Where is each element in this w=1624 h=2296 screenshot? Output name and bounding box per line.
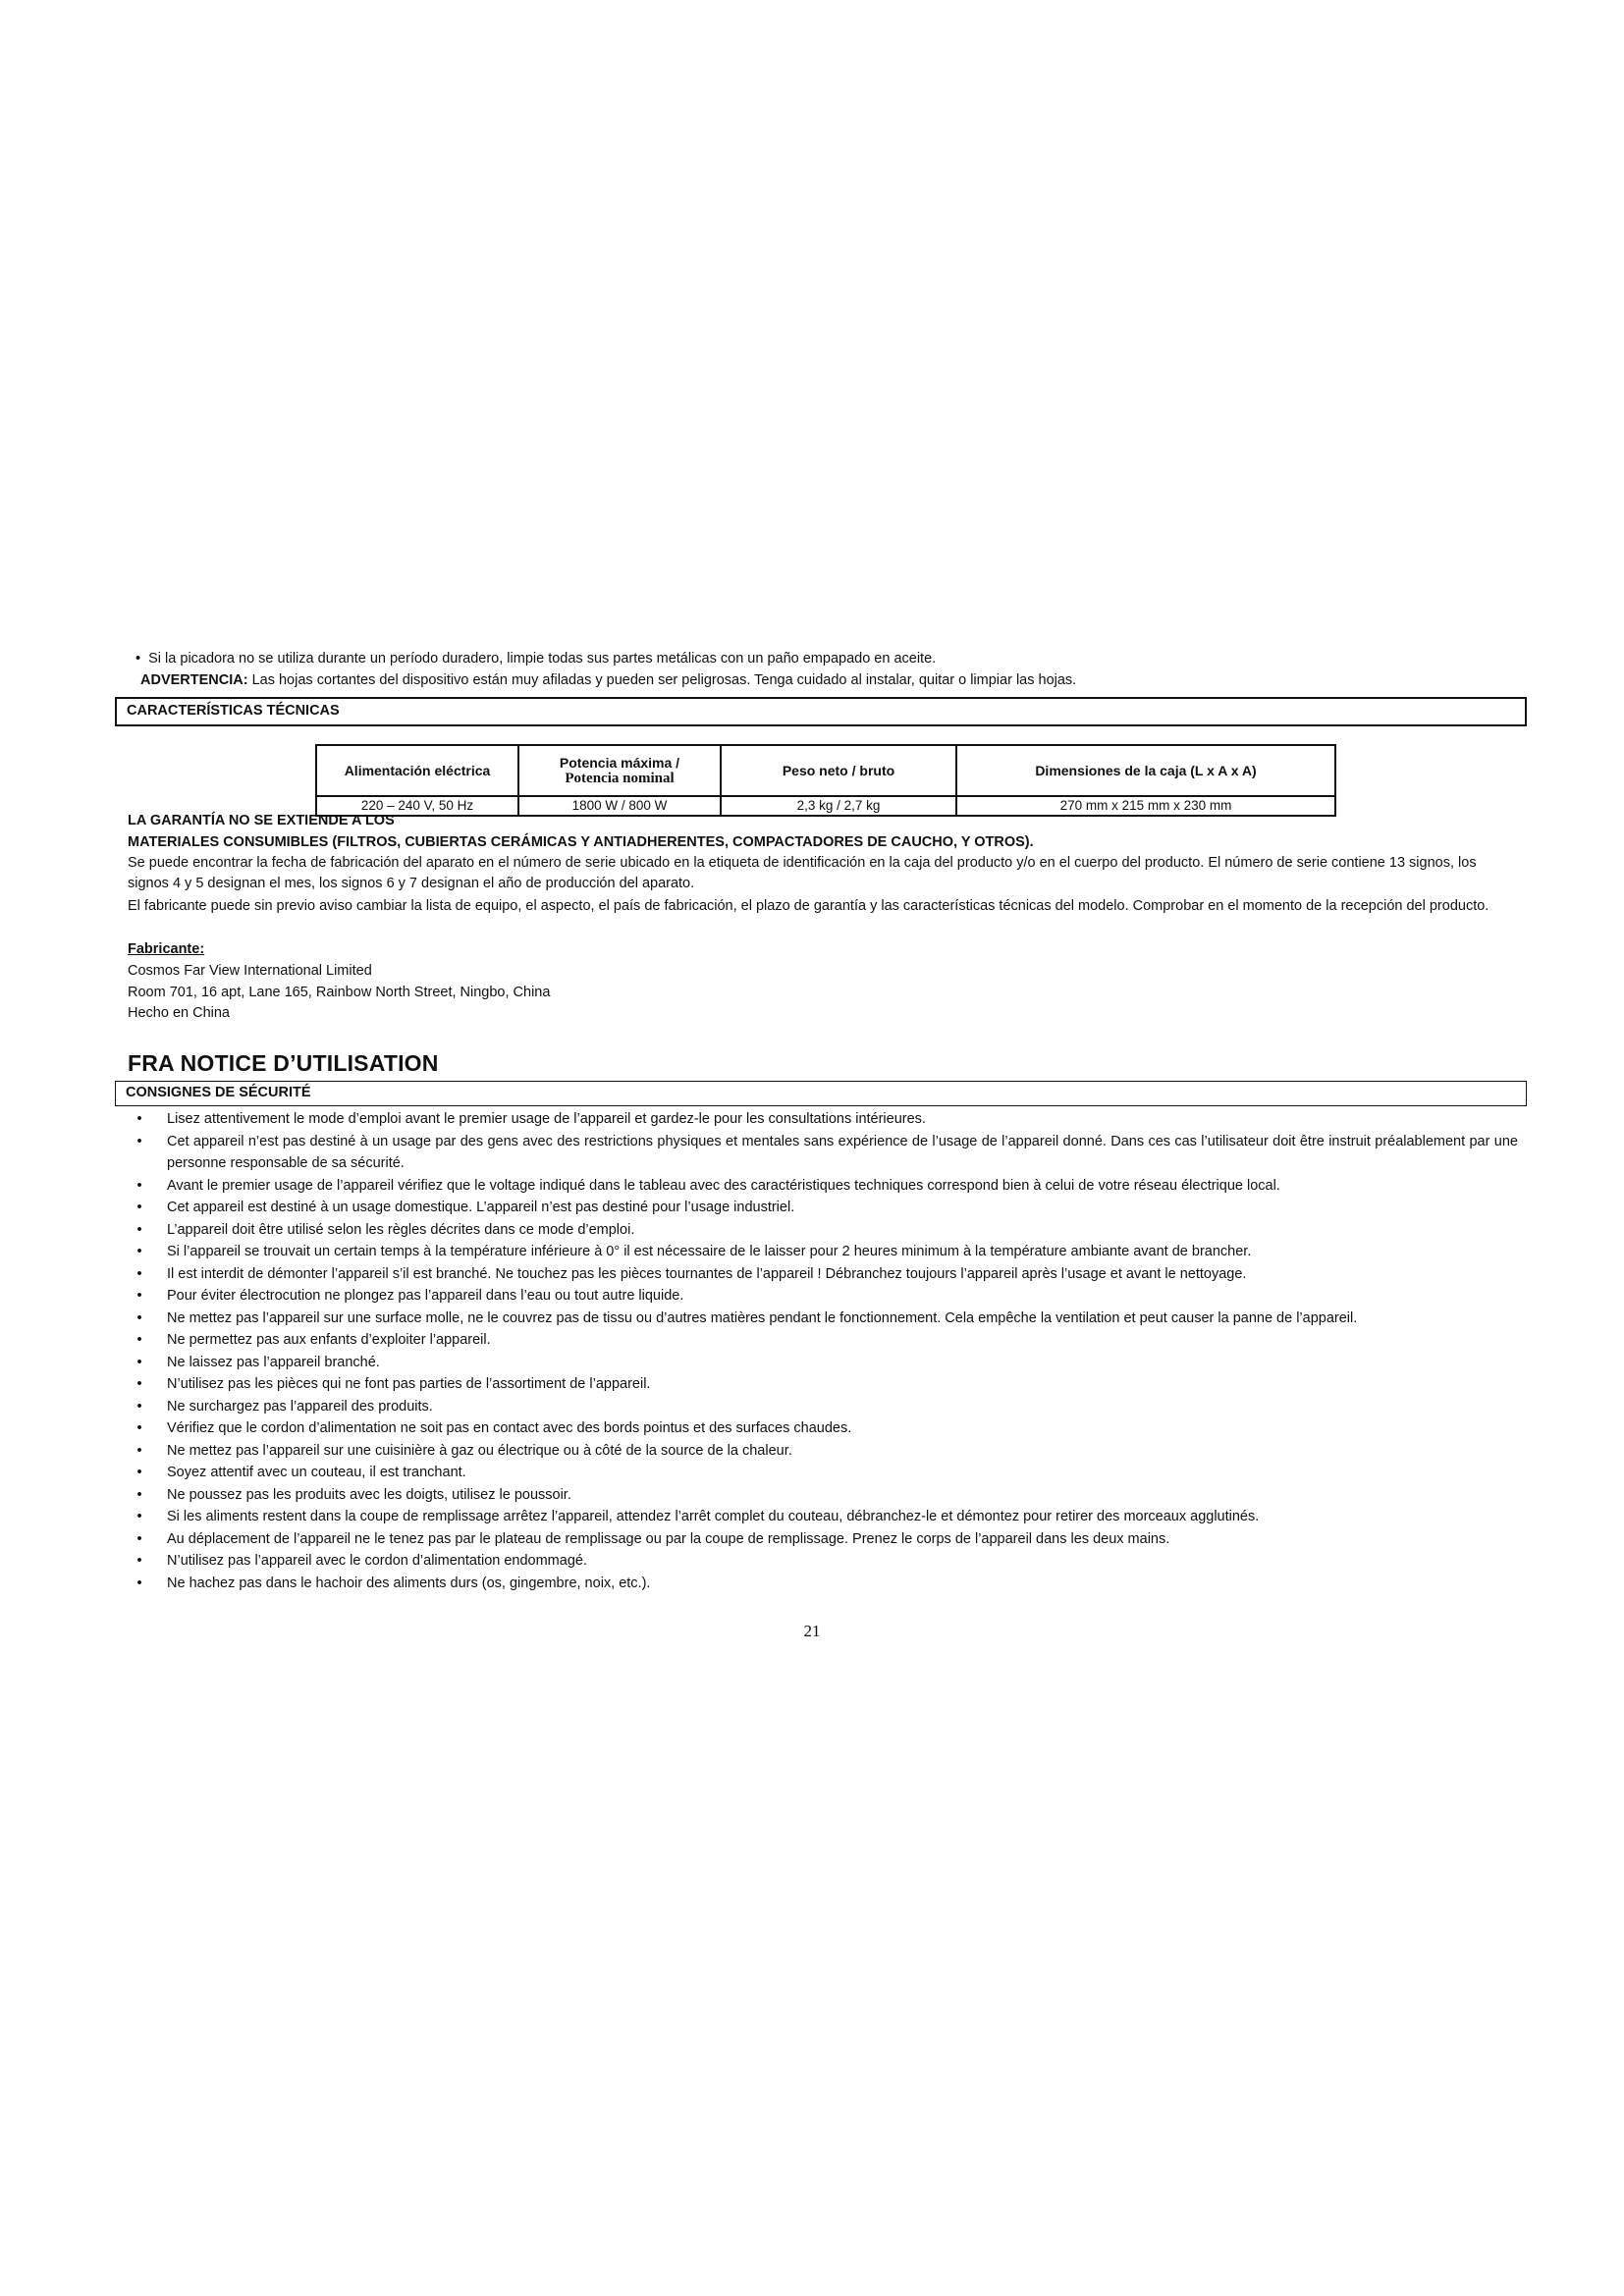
bullet-icon: • <box>136 1200 142 1215</box>
safety-list-item-text: L’appareil doit être utilisé selon les règles décrites dans ce mode d’emploi. <box>167 1221 635 1238</box>
header-power-max: Potencia máxima / <box>559 754 680 771</box>
made-in: Hecho en China <box>128 1005 230 1021</box>
safety-section-header <box>115 1081 1527 1106</box>
safety-list-item-text: Si les aliments restent dans la coupe de remplissage arrêtez l’appareil, attendez l’arrêt complet du couteau, débranchez-le et démontez pour retirer des morceaux agglutinés. <box>167 1509 1260 1524</box>
safety-list-item-text: Cet appareil n’est pas destiné à un usage par des gens avec des restrictions physiques et mentales sans expérience de l’usage de l’appareil donné. Dans ces cas l’utilisateur doit être instruit préalablement par une personne responsable de sa sécurité. <box>167 1133 1518 1171</box>
es-bullet-item <box>135 649 936 668</box>
safety-list-item <box>128 1308 1518 1330</box>
header-power-nominal: Potencia nominal <box>565 770 675 786</box>
safety-header-label: CONSIGNES DE SÉCURITÉ <box>126 1085 311 1100</box>
safety-list-item <box>128 1285 1518 1308</box>
bullet-icon: • <box>136 1265 142 1282</box>
cell-power-supply: 220 – 240 V, 50 Hz <box>316 796 518 816</box>
safety-list-item <box>128 1417 1518 1440</box>
safety-list-item-text: Soyez attentif avec un couteau, il est tranchant. <box>167 1465 466 1480</box>
safety-list-item-text: Lisez attentivement le mode d’emploi avant le premier usage de l’appareil et gardez-le pour les consultations intérieures. <box>167 1111 926 1127</box>
safety-list-item-text: Pour éviter électrocution ne plongez pas l’appareil dans l’eau ou tout autre liquide. <box>167 1288 684 1304</box>
bullet-icon: • <box>136 1133 142 1149</box>
bullet-icon: • <box>136 1221 142 1238</box>
safety-list-item-text: Ne surchargez pas l’appareil des produits. <box>167 1398 433 1415</box>
cell-dimensions: 270 mm x 215 mm x 230 mm <box>956 796 1335 816</box>
safety-list-item <box>128 1396 1518 1418</box>
manufacturer-address: Room 701, 16 apt, Lane 165, Rainbow North Street, Ningbo, China <box>128 985 551 1000</box>
safety-list-item <box>128 1108 1518 1131</box>
manufacturer-name: Cosmos Far View International Limited <box>128 963 372 979</box>
bullet-icon: • <box>136 1111 142 1127</box>
manufacturer-label: Fabricante: <box>128 941 205 957</box>
safety-list-item <box>128 1197 1518 1219</box>
page-number: 21 <box>803 1622 821 1640</box>
manufacturer-change-paragraph: El fabricante puede sin previo aviso cambiar la lista de equipo, el aspecto, el país de fabricación, el plazo de garantía y las características técnicas del modelo. Comprobar en el momento de la recepción del producto. <box>128 898 1489 914</box>
fra-section-title: FRA NOTICE D’UTILISATION <box>128 1050 439 1076</box>
safety-list-item-text: Ne mettez pas l’appareil sur une surface molle, ne le couvrez pas de tissu ou d’autres matières pendant le fonctionnement. Cela empêche la ventilation et peut causer la panne de l’appareil. <box>167 1309 1358 1326</box>
bullet-icon: • <box>136 1376 142 1392</box>
bullet-icon: • <box>136 1177 142 1194</box>
bullet-icon: • <box>136 1354 142 1370</box>
warning-line <box>140 670 1076 690</box>
spec-table-row <box>316 796 1335 816</box>
header-power <box>518 745 721 796</box>
warning-label: ADVERTENCIA: <box>140 672 248 688</box>
safety-list-item <box>128 1241 1518 1263</box>
safety-list-item-text: Avant le premier usage de l’appareil vérifiez que le voltage indiqué dans le tableau avec des caractéristiques techniques correspond bien à celui de votre réseau électrique local. <box>167 1177 1280 1194</box>
safety-list-item <box>128 1263 1518 1286</box>
bullet-icon: • <box>136 1244 142 1259</box>
safety-list-item <box>128 1550 1518 1573</box>
bullet-icon: • <box>136 1309 142 1326</box>
bullet-icon: • <box>136 1530 142 1547</box>
safety-list-item <box>128 1573 1518 1595</box>
safety-list-item-text: Au déplacement de l’appareil ne le tenez pas par le plateau de remplissage ou par la coupe de remplissage. Prenez le corps de l’appareil dans les deux mains. <box>167 1530 1170 1547</box>
cell-weight: 2,3 kg / 2,7 kg <box>721 796 956 816</box>
bullet-icon: • <box>136 1465 142 1480</box>
header-weight: Peso neto / bruto <box>721 745 956 796</box>
warranty-line-2: MATERIALES CONSUMIBLES (FILTROS, CUBIERTAS CERÁMICAS Y ANTIADHERENTES, COMPACTADORES DE CAUCHO, Y OTROS). <box>128 834 1034 850</box>
warning-text: Las hojas cortantes del dispositivo están muy afiladas y pueden ser peligrosas. Tenga cuidado al instalar, quitar o limpiar las hojas. <box>247 672 1077 688</box>
tech-header-label: CARACTERÍSTICAS TÉCNICAS <box>127 703 340 719</box>
warranty-line-1: LA GARANTÍA NO SE EXTIENDE A LOS <box>128 813 395 828</box>
es-bullet-text: Si la picadora no se utiliza durante un período duradero, limpie todas sus partes metálicas con un paño empapado en aceite. <box>148 651 937 667</box>
tech-section-header <box>115 697 1527 726</box>
safety-list-item <box>128 1352 1518 1374</box>
safety-list-item <box>128 1506 1518 1528</box>
safety-list-item-text: Ne hachez pas dans le hachoir des aliments durs (os, gingembre, noix, etc.). <box>167 1575 651 1591</box>
bullet-icon: • <box>136 1553 142 1569</box>
bullet-icon: • <box>136 1575 142 1591</box>
safety-list-item <box>128 1440 1518 1463</box>
bullet-icon: • <box>136 1509 142 1524</box>
spec-table <box>315 744 1336 817</box>
safety-list-item-text: Cet appareil est destiné à un usage domestique. L’appareil n’est pas destiné pour l’usage industriel. <box>167 1200 795 1215</box>
safety-list-item <box>128 1131 1518 1175</box>
safety-list-item-text: Ne laissez pas l’appareil branché. <box>167 1354 380 1370</box>
safety-list-item <box>128 1484 1518 1507</box>
bullet-icon: • <box>136 1332 142 1348</box>
safety-list-item-text: Si l’appareil se trouvait un certain temps à la température inférieure à 0° il est nécessaire de le laisser pour 2 heures minimum à la température ambiante avant de brancher. <box>167 1244 1252 1259</box>
bullet-icon: • <box>136 1420 142 1436</box>
safety-list-item-text: N’utilisez pas les pièces qui ne font pas parties de l’assortiment de l’appareil. <box>167 1376 651 1392</box>
cell-power: 1800 W / 800 W <box>518 796 721 816</box>
bullet-icon: • <box>136 1288 142 1304</box>
bullet-icon: • <box>136 1398 142 1415</box>
safety-list-item <box>128 1175 1518 1198</box>
spec-table-header-row <box>316 745 1335 796</box>
safety-list-item-text: Ne permettez pas aux enfants d’exploiter l’appareil. <box>167 1332 491 1348</box>
safety-list-item-text: N’utilisez pas l’appareil avec le cordon d’alimentation endommagé. <box>167 1553 587 1569</box>
safety-list-item-text: Ne poussez pas les produits avec les doigts, utilisez le poussoir. <box>167 1486 571 1503</box>
safety-list-item-text: Vérifiez que le cordon d’alimentation ne soit pas en contact avec des bords pointus et des surfaces chaudes. <box>167 1420 852 1436</box>
safety-list-item <box>128 1219 1518 1242</box>
bullet-icon: • <box>135 651 141 667</box>
header-dimensions: Dimensiones de la caja (L x A x A) <box>956 745 1335 796</box>
safety-list-item-text: Ne mettez pas l’appareil sur une cuisinière à gaz ou électrique ou à côté de la source de la chaleur. <box>167 1442 792 1459</box>
bullet-icon: • <box>136 1486 142 1503</box>
safety-list <box>128 1108 1518 1594</box>
header-power-supply: Alimentación eléctrica <box>316 745 518 796</box>
serial-number-paragraph: Se puede encontrar la fecha de fabricación del aparato en el número de serie ubicado en la etiqueta de identificación en la caja del producto y/o en el cuerpo del producto. El número de serie contiene 13 signos, los signos 4 y 5 designan el mes, los signos 6 y 7 designan el año de producción del aparato. <box>128 855 1477 891</box>
safety-list-item <box>128 1462 1518 1484</box>
safety-list-item-text: Il est interdit de démonter l’appareil s’il est branché. Ne touchez pas les pièces tournantes de l’appareil ! Débranchez toujours l’appareil après l’usage et avant le nettoyage. <box>167 1265 1247 1282</box>
safety-list-item <box>128 1528 1518 1551</box>
bullet-icon: • <box>136 1442 142 1459</box>
safety-list-item <box>128 1329 1518 1352</box>
safety-list-item <box>128 1373 1518 1396</box>
